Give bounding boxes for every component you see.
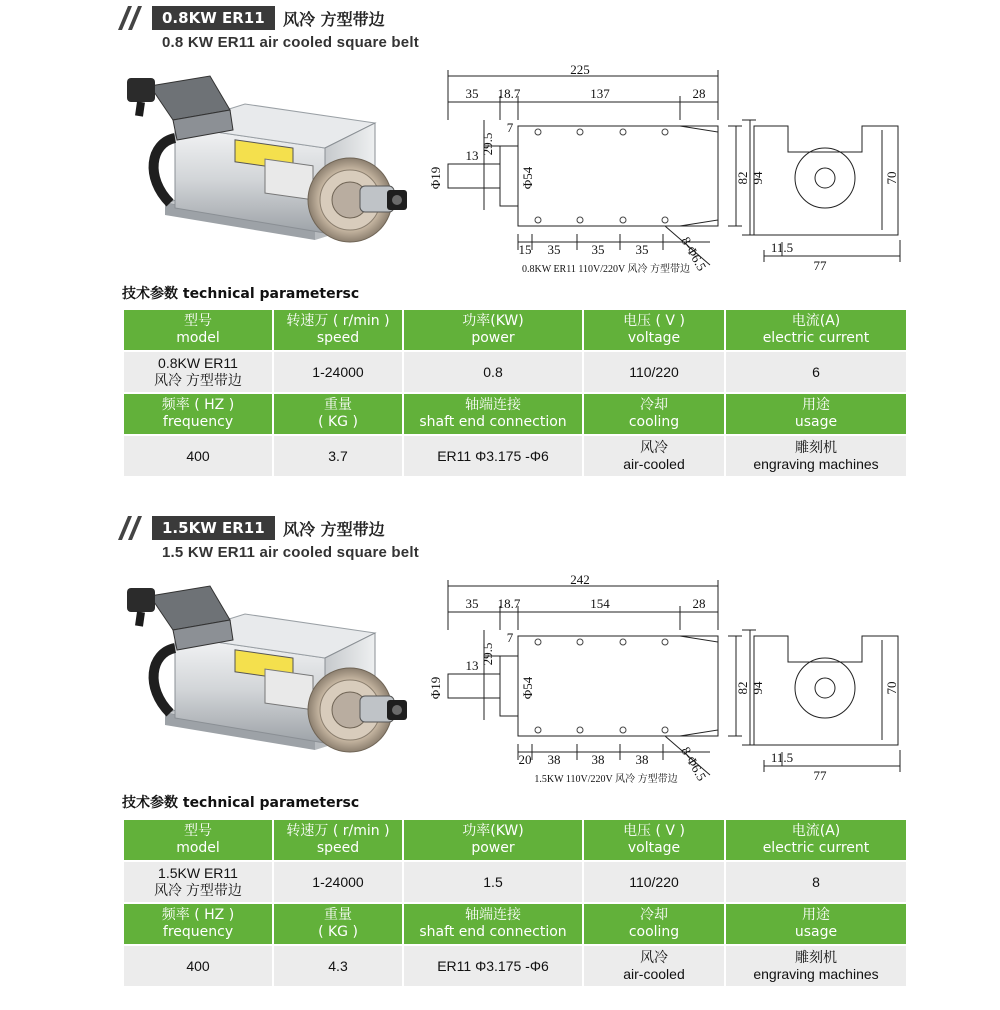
table-header-cell (273, 309, 403, 351)
cell-line-2: engraving machines (753, 456, 879, 472)
dim-11-5: 11.5 (770, 240, 794, 255)
dim-mid: 137 (590, 86, 610, 101)
dim-b4: 35 (635, 242, 649, 257)
table-header-cell (583, 393, 725, 435)
dim-phi19: Φ19 (428, 676, 443, 700)
spindle-motor-photo (115, 578, 415, 790)
table-cell (583, 861, 725, 903)
cell-line-1: 1.5 (483, 873, 503, 890)
model-tag-chinese: 风冷 方型带边 (283, 520, 385, 539)
cell-line-2: speed (316, 330, 360, 346)
dim-94: 94 (750, 171, 765, 185)
table-cell (583, 351, 725, 393)
cell-line-2: model (176, 840, 220, 856)
cell-line-1: 8 (812, 873, 820, 890)
dim-29-5: 29.5 (480, 132, 495, 156)
dim-total: 225 (570, 62, 590, 77)
cell-line-2: ( KG ) (318, 414, 358, 430)
dim-29-5: 29.5 (480, 642, 495, 666)
cell-line-2: power (471, 840, 515, 856)
table-cell (725, 435, 907, 477)
table-cell (583, 945, 725, 987)
cell-line-1: 4.3 (328, 957, 348, 974)
table-cell (725, 861, 907, 903)
cell-line-2: electric current (762, 330, 870, 346)
cell-line-1: 1-24000 (312, 363, 364, 380)
cell-line-1: 重量 (324, 397, 352, 413)
table-cell (123, 945, 273, 987)
cell-line-2: 风冷 方型带边 (154, 372, 242, 388)
cell-line-2: voltage (627, 330, 681, 346)
drawing-caption: 1.5KW 110V/220V 风冷 方型带边 (534, 774, 678, 785)
cell-line-2: frequency (162, 924, 234, 940)
table-header-cell (123, 819, 273, 861)
dim-7: 7 (506, 630, 514, 645)
cell-line-2: usage (794, 414, 838, 430)
cell-line-1: 1-24000 (312, 873, 364, 890)
table-cell (725, 351, 907, 393)
cell-line-2: air-cooled (623, 456, 685, 472)
cell-line-2: frequency (162, 414, 234, 430)
cell-line-2: cooling (628, 924, 680, 940)
technical-parameters-title: 技术参数 technical parametersc (122, 286, 360, 302)
table-header-cell (123, 309, 273, 351)
cell-line-2: cooling (628, 414, 680, 430)
table-header-cell (123, 903, 273, 945)
dim-70: 70 (884, 171, 899, 185)
cell-line-1: 电压 ( V ) (623, 313, 685, 329)
cell-line-2: power (471, 330, 515, 346)
cell-line-2: engraving machines (753, 966, 879, 982)
dim-18-7: 18.7 (497, 596, 521, 611)
dim-13: 13 (465, 658, 479, 673)
cell-line-1: 0.8 (483, 363, 503, 380)
cell-line-1: 冷却 (640, 397, 668, 413)
cell-line-1: 雕刻机 (795, 439, 837, 455)
cell-line-1: 电流(A) (791, 823, 841, 839)
cell-line-2: ( KG ) (318, 924, 358, 940)
cell-line-1: 400 (186, 957, 210, 974)
table-header-cell (403, 819, 583, 861)
cell-line-1: 风冷 (640, 949, 668, 965)
section-subtitle: 1.5 KW ER11 air cooled square belt (162, 544, 419, 561)
cell-line-1: 型号 (184, 313, 212, 329)
dim-holes: 8-Φ6.5 (678, 234, 710, 274)
dimension-drawing (420, 570, 920, 795)
dim-77: 77 (813, 258, 827, 273)
cell-line-2: electric current (762, 840, 870, 856)
cell-line-1: 转速万 ( r/min ) (286, 823, 390, 839)
table-cell (273, 945, 403, 987)
cell-line-1: 型号 (184, 823, 212, 839)
table-cell (123, 861, 273, 903)
dim-7: 7 (506, 120, 514, 135)
cell-line-2: shaft end connection (419, 414, 567, 430)
table-header-cell (403, 309, 583, 351)
cell-line-1: 用途 (802, 397, 830, 413)
table-cell (123, 351, 273, 393)
model-tag: 1.5KW ER11 (152, 516, 275, 540)
drawing-caption: 0.8KW ER11 110V/220V 风冷 方型带边 (521, 264, 691, 275)
dimension-drawing (420, 60, 920, 285)
table-header-cell (725, 819, 907, 861)
table-row (123, 435, 907, 477)
table-cell (273, 351, 403, 393)
dim-11-5: 11.5 (770, 750, 794, 765)
dim-70: 70 (884, 681, 899, 695)
dim-phi54: Φ54 (520, 166, 535, 190)
section-subtitle: 0.8 KW ER11 air cooled square belt (162, 34, 419, 51)
technical-parameters-table (122, 818, 908, 988)
spindle-section-1-5kw (0, 510, 1000, 1010)
dim-b4: 38 (635, 752, 649, 767)
dim-total: 242 (570, 572, 590, 587)
cell-line-1: 1.5KW ER11 (158, 865, 238, 881)
technical-parameters-table (122, 308, 908, 478)
dim-holes: 8-Φ6.5 (678, 744, 710, 784)
table-header-cell (725, 309, 907, 351)
table-header-cell (583, 309, 725, 351)
dim-77: 77 (813, 768, 827, 783)
cell-line-1: 雕刻机 (795, 949, 837, 965)
cell-line-2: air-cooled (623, 966, 685, 982)
cell-line-1: 功率(KW) (462, 823, 524, 839)
cell-line-2: usage (794, 924, 838, 940)
cell-line-2: model (176, 330, 220, 346)
dim-13: 13 (465, 148, 479, 163)
cell-line-1: 风冷 (640, 439, 668, 455)
table-header-cell (403, 903, 583, 945)
table-header-row (123, 903, 907, 945)
dim-82: 82 (735, 681, 750, 695)
cell-line-2: voltage (627, 840, 681, 856)
cell-line-2: shaft end connection (419, 924, 567, 940)
dim-b2: 38 (547, 752, 561, 767)
table-cell (273, 861, 403, 903)
cell-line-1: 冷却 (640, 907, 668, 923)
table-row (123, 351, 907, 393)
spindle-motor-photo (115, 68, 415, 280)
table-header-row (123, 819, 907, 861)
dim-phi54: Φ54 (520, 676, 535, 700)
table-cell (403, 435, 583, 477)
cell-line-1: 频率 ( HZ ) (161, 907, 235, 923)
cell-line-1: 频率 ( HZ ) (161, 397, 235, 413)
title-slash-icon (118, 6, 146, 30)
cell-line-2: 风冷 方型带边 (154, 882, 242, 898)
table-row (123, 861, 907, 903)
dim-28: 28 (692, 596, 706, 611)
model-tag: 0.8KW ER11 (152, 6, 275, 30)
table-header-cell (583, 819, 725, 861)
dim-b2: 35 (547, 242, 561, 257)
cell-line-1: 3.7 (328, 447, 348, 464)
model-tag-chinese: 风冷 方型带边 (283, 10, 385, 29)
cell-line-1: 用途 (802, 907, 830, 923)
dim-phi19: Φ19 (428, 166, 443, 190)
table-header-row (123, 309, 907, 351)
table-cell (123, 435, 273, 477)
table-cell (403, 861, 583, 903)
cell-line-1: 电流(A) (791, 313, 841, 329)
dim-b1: 15 (518, 242, 532, 257)
table-cell (403, 945, 583, 987)
dim-28: 28 (692, 86, 706, 101)
cell-line-1: 重量 (324, 907, 352, 923)
cell-line-1: 6 (812, 363, 820, 380)
dim-82: 82 (735, 171, 750, 185)
table-header-cell (273, 393, 403, 435)
table-header-cell (583, 903, 725, 945)
cell-line-1: ER11 Φ3.175 -Φ6 (437, 447, 549, 464)
cell-line-1: 110/220 (629, 873, 679, 890)
cell-line-1: 400 (186, 447, 210, 464)
table-cell (403, 351, 583, 393)
cell-line-1: 电压 ( V ) (623, 823, 685, 839)
table-cell (273, 435, 403, 477)
dim-mid: 154 (590, 596, 610, 611)
table-header-cell (273, 903, 403, 945)
dim-35: 35 (465, 86, 479, 101)
cell-line-1: ER11 Φ3.175 -Φ6 (437, 957, 549, 974)
cell-line-1: 轴端连接 (465, 907, 521, 923)
table-header-cell (273, 819, 403, 861)
table-row (123, 945, 907, 987)
cell-line-1: 0.8KW ER11 (158, 355, 238, 371)
table-header-cell (725, 393, 907, 435)
table-header-cell (725, 903, 907, 945)
dim-35: 35 (465, 596, 479, 611)
table-cell (725, 945, 907, 987)
cell-line-1: 110/220 (629, 363, 679, 380)
dim-94: 94 (750, 681, 765, 695)
dim-18-7: 18.7 (497, 86, 521, 101)
dim-b3: 38 (591, 752, 605, 767)
table-header-row (123, 393, 907, 435)
cell-line-1: 轴端连接 (465, 397, 521, 413)
cell-line-1: 转速万 ( r/min ) (286, 313, 390, 329)
dim-b1: 20 (518, 752, 532, 767)
table-header-cell (403, 393, 583, 435)
dim-b3: 35 (591, 242, 605, 257)
spindle-section-0-8kw (0, 0, 1000, 500)
cell-line-1: 功率(KW) (462, 313, 524, 329)
technical-parameters-title: 技术参数 technical parametersc (122, 795, 360, 811)
cell-line-2: speed (316, 840, 360, 856)
table-header-cell (123, 393, 273, 435)
title-slash-icon (118, 516, 146, 540)
table-cell (583, 435, 725, 477)
